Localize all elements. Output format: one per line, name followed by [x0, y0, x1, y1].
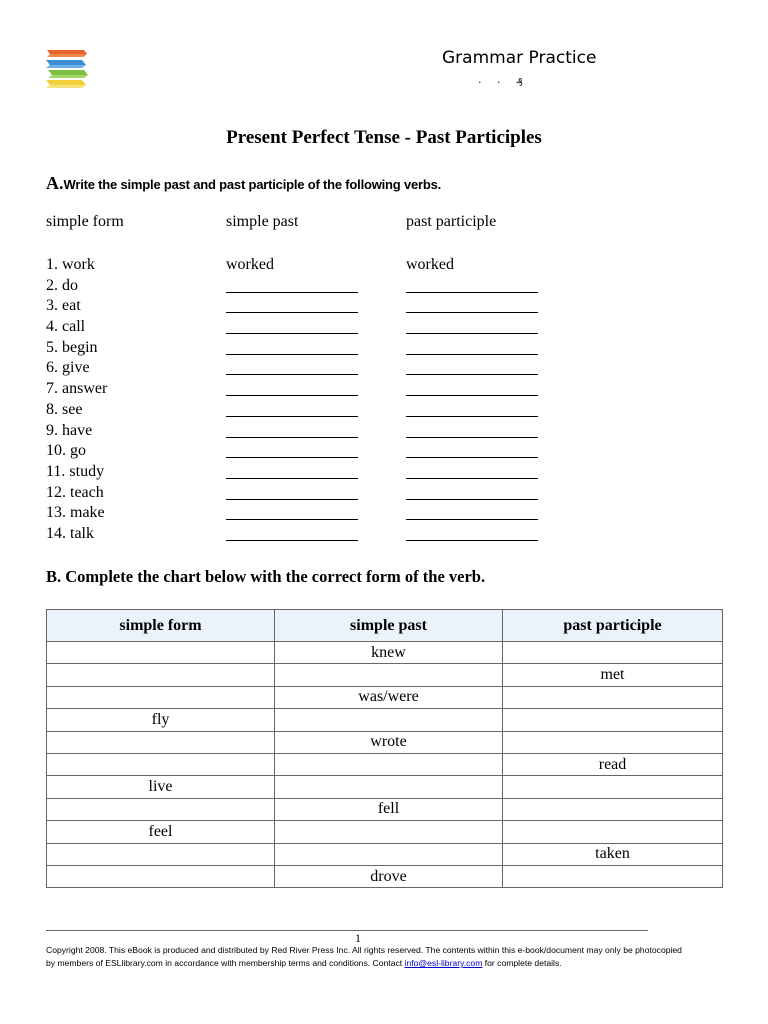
verb-past-participle: worked	[406, 256, 454, 273]
chart-cell: read	[503, 753, 723, 775]
chart-cell: wrote	[275, 731, 503, 753]
chart-cell-blank[interactable]	[275, 776, 503, 798]
book-stack-logo-icon	[44, 44, 90, 90]
simple-past-blank[interactable]	[226, 437, 358, 438]
chart-cell: was/were	[275, 686, 503, 708]
verb-row	[46, 276, 546, 297]
chart-cell-blank[interactable]	[503, 798, 723, 820]
chart-row	[47, 642, 723, 664]
page-number: 1	[355, 931, 361, 945]
chart-row	[47, 664, 723, 686]
chart-cell-blank[interactable]	[47, 642, 275, 664]
past-participle-blank[interactable]	[406, 416, 538, 417]
chart-cell: live	[47, 776, 275, 798]
verb-base-form: 3. eat	[46, 297, 81, 315]
chart-row	[47, 798, 723, 820]
verb-row	[46, 503, 546, 524]
chart-cell: feel	[47, 821, 275, 843]
chart-cell-blank[interactable]	[503, 865, 723, 887]
chart-cell-blank[interactable]	[503, 686, 723, 708]
simple-past-blank[interactable]	[226, 540, 358, 541]
column-header-simple-form: simple form	[46, 213, 124, 230]
simple-past-blank[interactable]	[226, 478, 358, 479]
verb-row	[46, 317, 546, 338]
past-participle-blank[interactable]	[406, 395, 538, 396]
chart-cell-blank[interactable]	[503, 709, 723, 731]
chart-cell-blank[interactable]	[47, 664, 275, 686]
simple-past-blank[interactable]	[226, 395, 358, 396]
chart-row	[47, 865, 723, 887]
chart-cell-blank[interactable]	[47, 798, 275, 820]
chart-cell-blank[interactable]	[47, 843, 275, 865]
footer-divider	[46, 930, 648, 931]
chart-header-simple-past: simple past	[275, 610, 503, 642]
verb-base-form: 7. answer	[46, 380, 108, 398]
past-participle-blank[interactable]	[406, 540, 538, 541]
past-participle-blank[interactable]	[406, 519, 538, 520]
chart-cell-blank[interactable]	[275, 664, 503, 686]
chart-cell: taken	[503, 843, 723, 865]
section-a-letter: A.	[46, 173, 64, 193]
simple-past-blank[interactable]	[226, 312, 358, 313]
chart-cell-blank[interactable]	[275, 843, 503, 865]
chart-cell: fly	[47, 709, 275, 731]
column-header-simple-past: simple past	[226, 213, 299, 230]
verb-base-form: 1. work	[46, 256, 95, 273]
verb-base-form: 5. begin	[46, 338, 98, 356]
chart-cell-blank[interactable]	[503, 731, 723, 753]
verb-row	[46, 483, 546, 504]
past-participle-blank[interactable]	[406, 499, 538, 500]
chart-row	[47, 753, 723, 775]
past-participle-blank[interactable]	[406, 478, 538, 479]
simple-past-blank[interactable]	[226, 354, 358, 355]
verb-row	[46, 524, 546, 545]
chart-header-row	[47, 610, 723, 642]
verb-row	[46, 379, 546, 400]
chart-row	[47, 731, 723, 753]
verb-list	[46, 255, 546, 545]
verb-chart-table	[46, 609, 723, 888]
past-participle-blank[interactable]	[406, 437, 538, 438]
simple-past-blank[interactable]	[226, 499, 358, 500]
chart-cell-blank[interactable]	[503, 642, 723, 664]
simple-past-blank[interactable]	[226, 333, 358, 334]
copyright-text: Copyright 2008. This eBook is produced and distributed by Red River Press Inc. All rights reserved. The contents within this e-book/document may only be photocopied by members of ESLlibrary.com in accordance with membership terms and conditions. Contact	[46, 945, 682, 968]
header-marks: · · ₰	[478, 76, 529, 89]
verb-base-form: 12. teach	[46, 483, 104, 501]
verb-row	[46, 462, 546, 483]
chart-cell: drove	[275, 865, 503, 887]
section-a-heading	[46, 173, 441, 194]
chart-cell-blank[interactable]	[275, 709, 503, 731]
verb-base-form: 2. do	[46, 276, 78, 294]
past-participle-blank[interactable]	[406, 354, 538, 355]
simple-past-blank[interactable]	[226, 374, 358, 375]
verb-simple-past: worked	[226, 256, 274, 273]
verb-base-form: 14. talk	[46, 524, 94, 542]
chart-cell-blank[interactable]	[47, 686, 275, 708]
verb-base-form: 6. give	[46, 359, 90, 377]
simple-past-blank[interactable]	[226, 292, 358, 293]
past-participle-blank[interactable]	[406, 333, 538, 334]
verb-row	[46, 296, 546, 317]
chart-cell: knew	[275, 642, 503, 664]
chart-row	[47, 709, 723, 731]
verb-row	[46, 421, 546, 442]
past-participle-blank[interactable]	[406, 374, 538, 375]
section-b-heading: B. Complete the chart below with the correct form of the verb.	[46, 567, 486, 586]
verb-base-form: 4. call	[46, 318, 86, 336]
verb-row	[46, 358, 546, 379]
verb-base-form: 13. make	[46, 504, 105, 522]
past-participle-blank[interactable]	[406, 457, 538, 458]
chart-cell-blank[interactable]	[47, 731, 275, 753]
section-a-instruction: Write the simple past and past participle of the following verbs.	[63, 177, 442, 192]
copyright-text-end: for complete details.	[482, 958, 562, 968]
chart-cell-blank[interactable]	[275, 753, 503, 775]
chart-cell-blank[interactable]	[503, 776, 723, 798]
chart-cell-blank[interactable]	[47, 753, 275, 775]
verb-base-form: 8. see	[46, 400, 83, 418]
verb-base-form: 11. study	[46, 462, 105, 480]
chart-row	[47, 843, 723, 865]
verb-base-form: 9. have	[46, 421, 93, 439]
chart-cell-blank[interactable]	[47, 865, 275, 887]
contact-email-link[interactable]: info@esl-library.com	[404, 958, 483, 968]
simple-past-blank[interactable]	[226, 457, 358, 458]
header-title: Grammar Practice	[442, 48, 597, 68]
chart-cell-blank[interactable]	[275, 821, 503, 843]
chart-header-simple-form: simple form	[47, 610, 275, 642]
verb-row	[46, 441, 546, 462]
chart-cell-blank[interactable]	[503, 821, 723, 843]
footer-copyright	[46, 944, 686, 970]
chart-cell: fell	[275, 798, 503, 820]
verb-row	[46, 255, 546, 276]
past-participle-blank[interactable]	[406, 312, 538, 313]
past-participle-blank[interactable]	[406, 292, 538, 293]
chart-cell: met	[503, 664, 723, 686]
verb-row	[46, 400, 546, 421]
document-title: Present Perfect Tense - Past Participles	[226, 127, 542, 148]
chart-header-past-participle: past participle	[503, 610, 723, 642]
simple-past-blank[interactable]	[226, 519, 358, 520]
simple-past-blank[interactable]	[226, 416, 358, 417]
verb-row	[46, 338, 546, 359]
chart-row	[47, 776, 723, 798]
chart-row	[47, 686, 723, 708]
chart-row	[47, 821, 723, 843]
column-header-past-participle: past participle	[406, 213, 497, 230]
verb-base-form: 10. go	[46, 442, 86, 460]
